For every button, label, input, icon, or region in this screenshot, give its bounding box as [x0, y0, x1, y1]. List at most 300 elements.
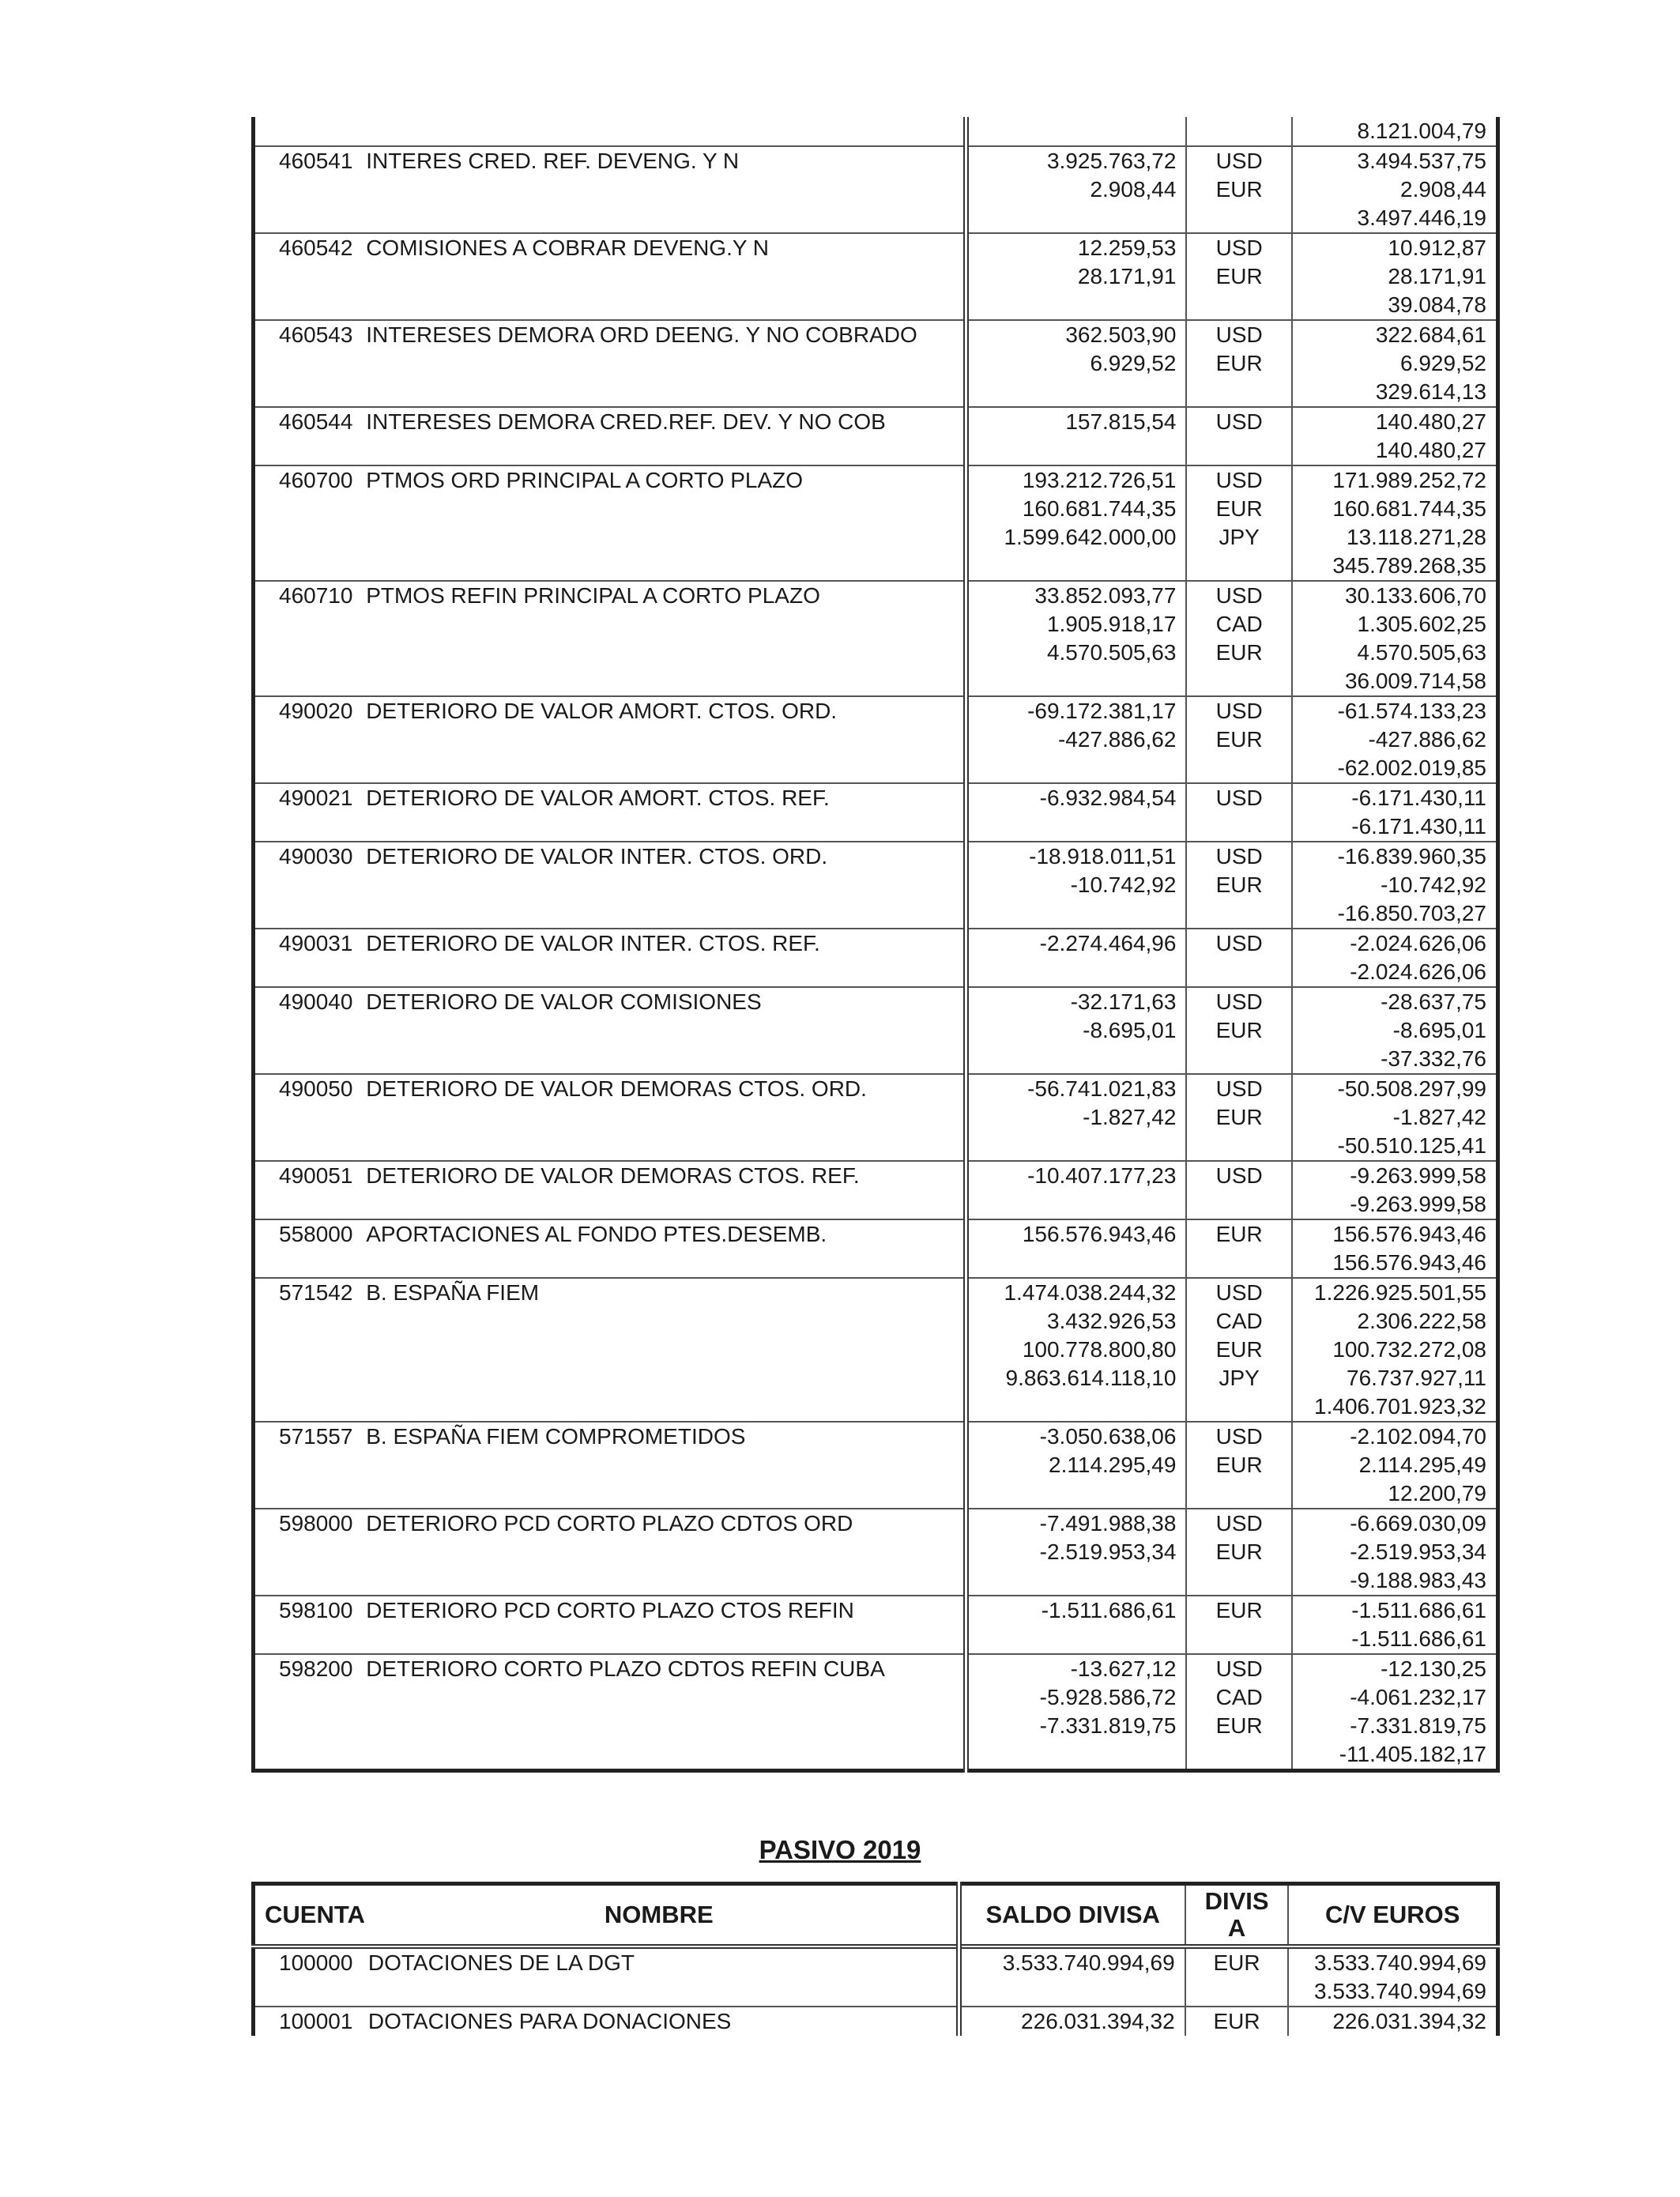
divisa-cell: [1186, 1278, 1291, 1422]
cv-euros-cell: [1292, 987, 1498, 1074]
currency-code: EUR: [1215, 1539, 1263, 1564]
cv-euros-value: -427.886,62: [1368, 727, 1486, 752]
account-code: 598100: [279, 1598, 353, 1622]
header-nombre: NOMBRE: [362, 1884, 959, 1947]
account-row: [254, 581, 1498, 696]
account-code: 558000: [279, 1222, 353, 1246]
account-total-value: 345.789.268,35: [1332, 553, 1486, 578]
saldo-divisa-value: -18.918.011,51: [1029, 844, 1177, 869]
currency-code: EUR: [1215, 1453, 1263, 1477]
account-code-cell: [254, 407, 365, 465]
account-total-value: 156.576.943,46: [1332, 1250, 1486, 1275]
account-total-value: -50.510.125,41: [1337, 1133, 1486, 1158]
cv-euros-value: -9.263.999,58: [1350, 1163, 1486, 1188]
cv-euros-value: -1.511.686,61: [1351, 1598, 1486, 1622]
account-row: [254, 1219, 1498, 1278]
currency-code: EUR: [1215, 351, 1263, 375]
account-code: 571542: [279, 1280, 353, 1305]
account-row: [254, 1946, 1498, 2007]
cv-euros-value: -7.331.819,75: [1350, 1713, 1486, 1738]
account-name-cell: [364, 1654, 966, 1771]
account-name: B. ESPAÑA FIEM COMPROMETIDOS: [366, 1424, 746, 1449]
account-name-cell: [364, 1219, 966, 1278]
account-total-value: 1.406.701.923,32: [1314, 1394, 1486, 1419]
pasivo-table-body: [254, 1946, 1498, 2036]
account-name-cell: [364, 783, 966, 842]
cv-euros-cell: [1292, 783, 1498, 842]
account-row: [254, 2007, 1498, 2036]
account-name-cell: [364, 465, 966, 581]
saldo-divisa-cell: [966, 929, 1186, 987]
divisa-cell: [1185, 1946, 1289, 2007]
account-code: 490020: [279, 699, 353, 723]
currency-code: EUR: [1215, 872, 1263, 897]
cv-euros-cell: [1292, 407, 1498, 465]
account-code-cell: [254, 842, 365, 929]
account-row: [254, 146, 1498, 233]
currency-code: USD: [1215, 1280, 1263, 1305]
account-total-value: -1.511.686,61: [1351, 1626, 1486, 1651]
cv-euros-cell: [1292, 146, 1498, 233]
cv-euros-cell: [1292, 233, 1498, 320]
saldo-divisa-value: -8.695,01: [1083, 1018, 1177, 1042]
cv-euros-value: 140.480,27: [1375, 409, 1486, 434]
account-code-cell: [254, 987, 365, 1074]
account-name-cell: [364, 1161, 966, 1219]
currency-code: EUR: [1215, 496, 1263, 521]
saldo-divisa-value: -69.172.381,17: [1027, 699, 1177, 723]
saldo-divisa-value: 1.599.642.000,00: [1004, 525, 1177, 549]
account-name: INTERES CRED. REF. DEVENG. Y N: [366, 149, 740, 173]
divisa-cell: [1186, 842, 1291, 929]
saldo-divisa-cell: [966, 783, 1186, 842]
header-divisa-line2: A: [1227, 1914, 1246, 1942]
carry-name-cell: [364, 117, 966, 146]
account-name-cell: [364, 146, 966, 233]
account-code-cell: [254, 1278, 365, 1422]
saldo-divisa-cell: [966, 1509, 1186, 1596]
cv-euros-value: 4.570.505,63: [1357, 640, 1486, 665]
cv-euros-value: -50.508.297,99: [1337, 1076, 1486, 1101]
divisa-cell: [1186, 1596, 1291, 1654]
account-row: [254, 842, 1498, 929]
account-name: INTERESES DEMORA CRED.REF. DEV. Y NO COB: [366, 409, 886, 434]
divisa-cell: [1186, 1219, 1291, 1278]
cv-euros-value: -12.130,25: [1381, 1656, 1486, 1681]
saldo-divisa-value: 6.929,52: [1090, 351, 1177, 375]
currency-code: EUR: [1215, 1598, 1263, 1622]
divisa-cell: [1186, 407, 1291, 465]
currency-code: USD: [1215, 786, 1263, 810]
saldo-divisa-value: -7.331.819,75: [1039, 1713, 1177, 1738]
currency-code: CAD: [1215, 612, 1263, 636]
account-name-cell: [364, 320, 966, 407]
account-code-cell: [254, 929, 365, 987]
account-code-cell: [254, 2007, 362, 2036]
account-name: DETERIORO CORTO PLAZO CDTOS REFIN CUBA: [366, 1656, 885, 1681]
header-divisa-line1: DIVIS: [1204, 1887, 1269, 1915]
cv-euros-cell: [1292, 1074, 1498, 1161]
carry-total-cell: [1292, 117, 1498, 146]
account-code: 460544: [279, 409, 353, 434]
account-code-cell: [254, 581, 365, 696]
cv-euros-value: 2.114.295,49: [1358, 1453, 1486, 1477]
account-code-cell: [254, 146, 365, 233]
account-code: 460541: [279, 149, 353, 173]
account-name: INTERESES DEMORA ORD DEENG. Y NO COBRADO: [366, 322, 917, 347]
currency-code: USD: [1215, 989, 1263, 1014]
saldo-divisa-value: -1.827,42: [1083, 1105, 1177, 1129]
divisa-cell: [1186, 1161, 1291, 1219]
account-total-value: 3.497.446,19: [1357, 205, 1486, 230]
account-total-value: -6.171.430,11: [1351, 814, 1486, 838]
cv-euros-value: 6.929,52: [1400, 351, 1486, 375]
cv-euros-value: 3.494.537,75: [1357, 149, 1486, 173]
account-code: 598200: [279, 1656, 353, 1681]
account-total-value: 36.009.714,58: [1344, 669, 1486, 693]
cv-euros-cell: [1292, 1654, 1498, 1771]
account-row: [254, 1074, 1498, 1161]
cv-euros-value: -61.574.133,23: [1337, 699, 1486, 723]
cv-euros-cell: [1292, 1278, 1498, 1422]
account-code-cell: [254, 1946, 362, 2007]
saldo-divisa-value: -6.932.984,54: [1039, 786, 1177, 810]
saldo-divisa-value: 156.576.943,46: [1022, 1222, 1177, 1246]
divisa-cell: [1185, 2007, 1289, 2036]
currency-code: USD: [1215, 236, 1263, 260]
account-name-cell: [364, 929, 966, 987]
cv-euros-value: 226.031.394,32: [1332, 2009, 1486, 2033]
account-code-cell: [254, 320, 365, 407]
currency-code: EUR: [1215, 640, 1263, 665]
cv-euros-value: -10.742,92: [1381, 872, 1486, 897]
currency-code: EUR: [1215, 1018, 1263, 1042]
account-code: 460543: [279, 322, 353, 347]
divisa-cell: [1186, 929, 1291, 987]
account-name: DOTACIONES DE LA DGT: [367, 1950, 635, 1975]
account-row: [254, 929, 1498, 987]
account-code: 100000: [279, 1950, 353, 1975]
currency-code: JPY: [1219, 525, 1260, 549]
header-divisa: [1185, 1884, 1289, 1947]
divisa-cell: [1186, 146, 1291, 233]
cv-euros-cell: [1288, 2007, 1497, 2036]
account-name: APORTACIONES AL FONDO PTES.DESEMB.: [366, 1222, 827, 1246]
account-name-cell: [364, 1509, 966, 1596]
saldo-divisa-value: 2.114.295,49: [1049, 1453, 1177, 1477]
currency-code: USD: [1215, 1163, 1263, 1188]
account-name-cell: [364, 1596, 966, 1654]
currency-code: USD: [1215, 1511, 1263, 1536]
currency-code: USD: [1215, 1656, 1263, 1681]
account-code: 490031: [279, 931, 353, 955]
account-name: PTMOS ORD PRINCIPAL A CORTO PLAZO: [366, 468, 804, 492]
account-code-cell: [254, 696, 365, 783]
account-row: [254, 783, 1498, 842]
cv-euros-value: 156.576.943,46: [1332, 1222, 1486, 1246]
saldo-divisa-value: 12.259,53: [1077, 236, 1177, 260]
account-row: [254, 1654, 1498, 1771]
account-total-value: -2.024.626,06: [1350, 959, 1486, 984]
currency-code: USD: [1215, 583, 1263, 608]
saldo-divisa-value: 160.681.744,35: [1022, 496, 1177, 521]
account-name: PTMOS REFIN PRINCIPAL A CORTO PLAZO: [366, 583, 820, 608]
divisa-cell: [1186, 320, 1291, 407]
saldo-divisa-value: -3.050.638,06: [1039, 1424, 1177, 1449]
account-code-cell: [254, 1422, 365, 1509]
divisa-cell: [1186, 1654, 1291, 1771]
cv-euros-cell: [1292, 581, 1498, 696]
saldo-divisa-value: -2.274.464,96: [1039, 931, 1177, 955]
cv-euros-value: 322.684,61: [1375, 322, 1486, 347]
cv-euros-value: 160.681.744,35: [1332, 496, 1486, 521]
currency-code: USD: [1215, 1076, 1263, 1101]
cv-euros-cell: [1292, 1219, 1498, 1278]
account-code: 490040: [279, 989, 353, 1014]
saldo-divisa-value: 9.863.614.118,10: [1005, 1366, 1177, 1390]
account-name: DETERIORO DE VALOR DEMORAS CTOS. REF.: [366, 1163, 860, 1188]
currency-code: JPY: [1219, 1366, 1260, 1390]
saldo-divisa-cell: [966, 1161, 1186, 1219]
saldo-divisa-cell: [966, 233, 1186, 320]
divisa-cell: [1186, 696, 1291, 783]
saldo-divisa-value: 2.908,44: [1090, 177, 1177, 202]
saldo-divisa-value: 362.503,90: [1065, 322, 1177, 347]
account-code-cell: [254, 233, 365, 320]
account-total-value: 329.614,13: [1375, 379, 1486, 404]
activo-table: [251, 117, 1500, 1773]
account-code-cell: [254, 783, 365, 842]
account-name-cell: [362, 2007, 959, 2036]
carry-saldo-cell: [966, 117, 1186, 146]
cv-euros-value: -28.637,75: [1381, 989, 1486, 1014]
account-name-cell: [364, 696, 966, 783]
account-total-value: -37.332,76: [1381, 1046, 1486, 1071]
currency-code: USD: [1215, 1424, 1263, 1449]
pasivo-header-row: [254, 1884, 1498, 1947]
account-total-value: 39.084,78: [1388, 292, 1486, 317]
saldo-divisa-value: 1.474.038.244,32: [1004, 1280, 1177, 1305]
saldo-divisa-cell: [959, 1946, 1185, 2007]
account-name: B. ESPAÑA FIEM: [366, 1280, 540, 1305]
saldo-divisa-cell: [966, 1278, 1186, 1422]
cv-euros-cell: [1292, 1422, 1498, 1509]
account-code-cell: [254, 465, 365, 581]
account-row: [254, 407, 1498, 465]
saldo-divisa-value: 28.171,91: [1077, 264, 1177, 288]
currency-code: USD: [1215, 931, 1263, 955]
account-name-cell: [364, 233, 966, 320]
currency-code: USD: [1215, 468, 1263, 492]
cv-euros-value: 100.732.272,08: [1332, 1337, 1486, 1362]
account-total-value: -16.850.703,27: [1337, 901, 1486, 925]
account-name: DETERIORO DE VALOR INTER. CTOS. ORD.: [366, 844, 828, 869]
account-row: [254, 233, 1498, 320]
cv-euros-value: -6.171.430,11: [1351, 786, 1486, 810]
account-code-cell: [254, 1509, 365, 1596]
saldo-divisa-value: -5.928.586,72: [1039, 1685, 1177, 1709]
saldo-divisa-value: -1.511.686,61: [1041, 1598, 1177, 1622]
pasivo-section-title: PASIVO 2019: [759, 1835, 921, 1864]
account-total-value: -9.188.983,43: [1350, 1568, 1486, 1592]
saldo-divisa-value: 193.212.726,51: [1022, 468, 1177, 492]
saldo-divisa-cell: [966, 320, 1186, 407]
cv-euros-value: 1.305.602,25: [1357, 612, 1486, 636]
page-bottom-margin: [0, 2039, 1680, 2197]
saldo-divisa-cell: [966, 1422, 1186, 1509]
cv-euros-cell: [1292, 842, 1498, 929]
saldo-divisa-cell: [966, 1074, 1186, 1161]
saldo-divisa-value: 3.533.740.994,69: [1002, 1950, 1175, 1975]
account-code-cell: [254, 1654, 365, 1771]
currency-code: CAD: [1215, 1309, 1263, 1333]
carry-over-row: [254, 117, 1498, 146]
account-code: 490030: [279, 844, 353, 869]
currency-code: EUR: [1215, 1222, 1263, 1246]
saldo-divisa-value: -2.519.953,34: [1039, 1539, 1177, 1564]
account-row: [254, 1422, 1498, 1509]
saldo-divisa-value: -10.742,92: [1070, 872, 1177, 897]
saldo-divisa-value: 1.905.918,17: [1046, 612, 1177, 636]
account-total-value: -11.405.182,17: [1339, 1742, 1486, 1766]
account-row: [254, 1278, 1498, 1422]
saldo-divisa-cell: [966, 696, 1186, 783]
account-name-cell: [364, 581, 966, 696]
saldo-divisa-value: -427.886,62: [1057, 727, 1177, 752]
saldo-divisa-value: -7.491.988,38: [1039, 1511, 1177, 1536]
currency-code: USD: [1215, 699, 1263, 723]
account-row: [254, 696, 1498, 783]
saldo-divisa-cell: [966, 146, 1186, 233]
currency-code: CAD: [1215, 1685, 1263, 1709]
cv-euros-value: -16.839.960,35: [1337, 844, 1486, 869]
cv-euros-value: 1.226.925.501,55: [1314, 1280, 1486, 1305]
saldo-divisa-value: 3.432.926,53: [1046, 1309, 1177, 1333]
cv-euros-value: -2.519.953,34: [1350, 1539, 1486, 1564]
account-code: 460710: [279, 583, 353, 608]
cv-euros-value: 2.306.222,58: [1357, 1309, 1486, 1333]
saldo-divisa-value: 4.570.505,63: [1046, 640, 1177, 665]
currency-code: EUR: [1213, 1950, 1260, 1975]
account-code: 571557: [279, 1424, 353, 1449]
saldo-divisa-value: -32.171,63: [1070, 989, 1177, 1014]
currency-code: USD: [1215, 409, 1263, 434]
account-code: 490021: [279, 786, 353, 810]
currency-code: EUR: [1215, 264, 1263, 288]
cv-euros-value: -1.827,42: [1392, 1105, 1486, 1129]
cv-euros-value: 3.533.740.994,69: [1314, 1950, 1486, 1975]
account-code: 460542: [279, 236, 353, 260]
currency-code: EUR: [1215, 177, 1263, 202]
account-name: DETERIORO DE VALOR COMISIONES: [366, 989, 762, 1014]
currency-code: USD: [1215, 322, 1263, 347]
divisa-cell: [1186, 987, 1291, 1074]
cv-euros-cell: [1292, 1161, 1498, 1219]
currency-code: EUR: [1215, 1105, 1263, 1129]
saldo-divisa-cell: [959, 2007, 1185, 2036]
pasivo-table: [251, 1882, 1500, 2036]
cv-euros-value: 10.912,87: [1388, 236, 1486, 260]
currency-code: EUR: [1215, 1337, 1263, 1362]
account-code-cell: [254, 1596, 365, 1654]
account-name-cell: [364, 842, 966, 929]
account-row: [254, 465, 1498, 581]
cv-euros-cell: [1292, 1596, 1498, 1654]
account-name-cell: [362, 1946, 959, 2007]
account-total-value: -9.263.999,58: [1350, 1192, 1486, 1216]
account-total-value: 3.533.740.994,69: [1314, 1979, 1486, 2003]
currency-code: EUR: [1215, 727, 1263, 752]
cv-euros-value: -8.695,01: [1392, 1018, 1486, 1042]
carry-div-cell: [1186, 117, 1291, 146]
saldo-divisa-cell: [966, 1596, 1186, 1654]
account-code: 490050: [279, 1076, 353, 1101]
cv-euros-value: -2.102.094,70: [1350, 1424, 1486, 1449]
cv-euros-cell: [1288, 1946, 1497, 2007]
account-total-value: 140.480,27: [1375, 438, 1486, 462]
header-cuenta: CUENTA: [254, 1884, 362, 1947]
saldo-divisa-value: -10.407.177,23: [1027, 1163, 1177, 1188]
divisa-cell: [1186, 233, 1291, 320]
saldo-divisa-cell: [966, 1219, 1186, 1278]
account-name-cell: [364, 987, 966, 1074]
account-code-cell: [254, 1219, 365, 1278]
saldo-divisa-value: 100.778.800,80: [1022, 1337, 1177, 1362]
saldo-divisa-value: 157.815,54: [1065, 409, 1177, 434]
account-name: DETERIORO DE VALOR DEMORAS CTOS. ORD.: [366, 1076, 867, 1101]
saldo-divisa-cell: [966, 465, 1186, 581]
currency-code: EUR: [1213, 2009, 1260, 2033]
cv-euros-value: 2.908,44: [1400, 177, 1486, 202]
account-name: DETERIORO PCD CORTO PLAZO CDTOS ORD: [366, 1511, 853, 1536]
saldo-divisa-value: -56.741.021,83: [1027, 1076, 1177, 1101]
cv-euros-value: 28.171,91: [1388, 264, 1486, 288]
account-total-value: -62.002.019,85: [1337, 756, 1486, 780]
saldo-divisa-value: 33.852.093,77: [1034, 583, 1177, 608]
account-name: DOTACIONES PARA DONACIONES: [367, 2009, 732, 2033]
carry-code-cell: [254, 117, 365, 146]
currency-code: EUR: [1215, 1713, 1263, 1738]
account-name: COMISIONES A COBRAR DEVENG.Y N: [366, 236, 770, 260]
account-row: [254, 320, 1498, 407]
divisa-cell: [1186, 1422, 1291, 1509]
saldo-divisa-cell: [966, 842, 1186, 929]
account-name-cell: [364, 1422, 966, 1509]
cv-euros-value: -6.669.030,09: [1350, 1511, 1486, 1536]
account-row: [254, 1596, 1498, 1654]
cv-euros-value: -4.061.232,17: [1350, 1685, 1486, 1709]
saldo-divisa-cell: [966, 1654, 1186, 1771]
saldo-divisa-value: -13.627,12: [1070, 1656, 1177, 1681]
account-name: DETERIORO DE VALOR INTER. CTOS. REF.: [366, 931, 820, 955]
divisa-cell: [1186, 783, 1291, 842]
saldo-divisa-cell: [966, 581, 1186, 696]
saldo-divisa-cell: [966, 407, 1186, 465]
cv-euros-cell: [1292, 929, 1498, 987]
saldo-divisa-value: 226.031.394,32: [1021, 2009, 1175, 2033]
account-row: [254, 987, 1498, 1074]
carry-total-value: 8.121.004,79: [1357, 119, 1486, 143]
account-name-cell: [364, 1278, 966, 1422]
divisa-cell: [1186, 581, 1291, 696]
cv-euros-cell: [1292, 696, 1498, 783]
cv-euros-cell: [1292, 320, 1498, 407]
cv-euros-value: 30.133.606,70: [1344, 583, 1486, 608]
account-code: 490051: [279, 1163, 353, 1188]
cv-euros-value: 13.118.271,28: [1347, 525, 1486, 549]
divisa-cell: [1186, 465, 1291, 581]
divisa-cell: [1186, 1509, 1291, 1596]
